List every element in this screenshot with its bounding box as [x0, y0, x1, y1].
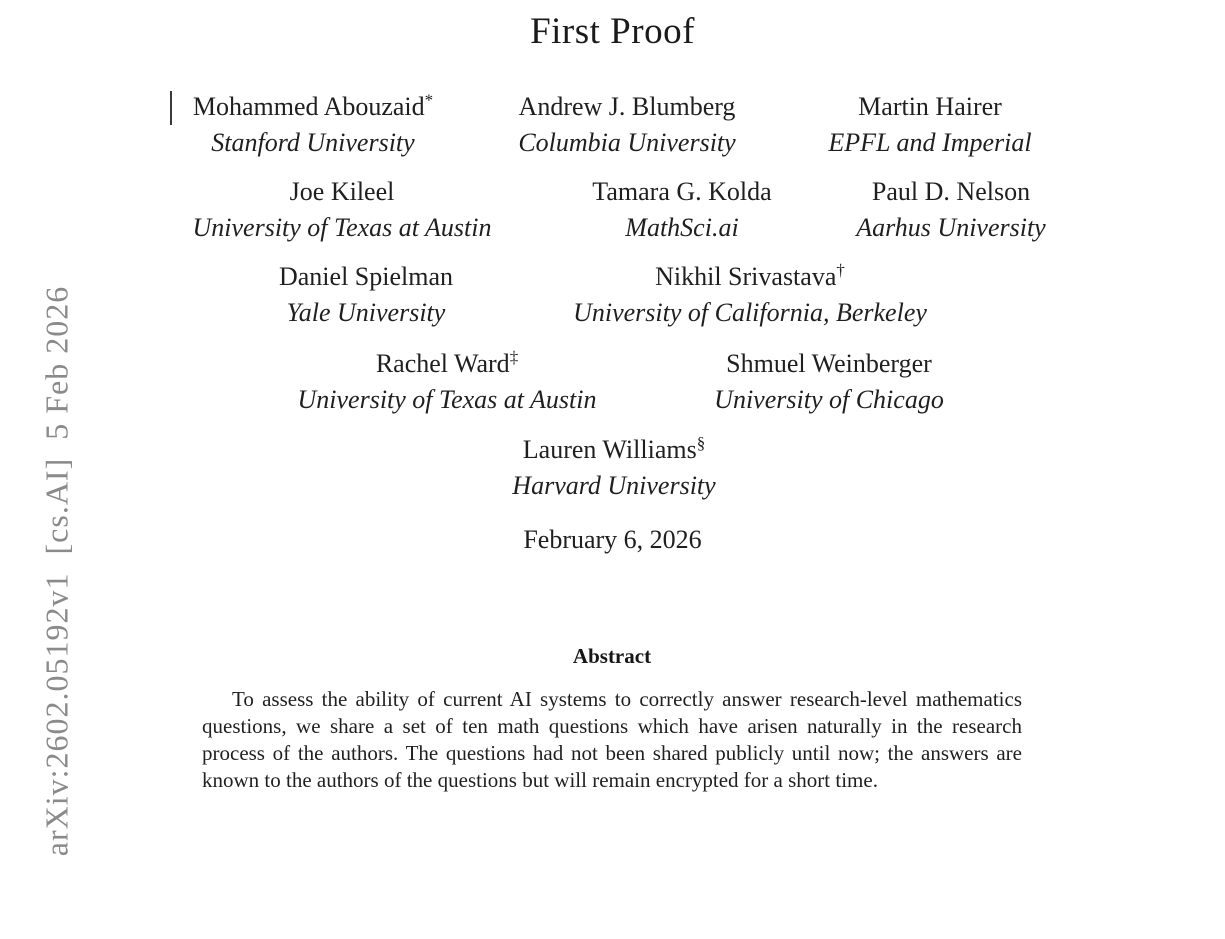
author-affiliation: University of Chicago — [714, 385, 944, 414]
author-name — [193, 89, 433, 125]
author-affiliation: Columbia University — [518, 128, 736, 157]
author-affiliation: University of Texas at Austin — [297, 385, 597, 414]
abstract-text: To assess the ability of current AI systems to correctly answer research-level mathematics questions, we share a set of ten math questions which have arisen naturally in the research process of the authors. The questions had not been shared publicly until now; the answers are known to the authors of the questions but will remain encrypted for a short time. — [202, 687, 1022, 792]
author-block — [592, 174, 771, 246]
author-affiliation: EPFL and Imperial — [828, 128, 1032, 157]
author-block — [573, 259, 927, 331]
author-name — [573, 259, 927, 295]
abstract-section — [202, 643, 1022, 794]
author-block — [279, 259, 453, 331]
author-name-text: Paul D. Nelson — [871, 177, 1031, 206]
author-block — [714, 346, 944, 418]
abstract-heading: Abstract — [572, 644, 652, 668]
author-name-text: Mohammed Abouzaid — [192, 92, 425, 121]
author-footnote-marker: ‡ — [509, 347, 519, 367]
author-affiliation: University of California, Berkeley — [573, 298, 927, 327]
author-name — [828, 89, 1031, 125]
author-block — [518, 89, 735, 161]
author-name — [279, 259, 453, 295]
author-affiliation: MathSci.ai — [625, 213, 739, 242]
author-footnote-marker: * — [424, 90, 434, 110]
author-name — [298, 346, 597, 382]
author-name-text: Andrew J. Blumberg — [518, 92, 736, 121]
author-affiliation: Harvard University — [512, 471, 716, 500]
author-name-text: Rachel Ward — [375, 349, 510, 378]
author-name-text: Martin Hairer — [858, 92, 1002, 121]
author-affiliation: Stanford University — [211, 128, 415, 157]
author-block — [193, 89, 433, 161]
author-name — [592, 174, 771, 210]
author-footnote-marker: § — [696, 433, 706, 453]
author-name-text: Lauren Williams — [522, 435, 697, 464]
author-affiliation: Yale University — [286, 298, 446, 327]
author-block — [856, 174, 1045, 246]
paper-date: February 6, 2026 — [523, 525, 702, 554]
author-block — [193, 174, 492, 246]
author-affiliation: University of Texas at Austin — [192, 213, 492, 242]
author-name — [512, 432, 715, 468]
author-block — [512, 432, 715, 504]
paper-title: First Proof — [530, 11, 695, 52]
author-name-text: Daniel Spielman — [278, 262, 454, 291]
author-name — [193, 174, 492, 210]
author-name — [856, 174, 1045, 210]
author-name-text: Shmuel Weinberger — [726, 349, 932, 378]
author-name-text: Tamara G. Kolda — [592, 177, 772, 206]
author-footnote-marker: † — [836, 260, 845, 280]
author-name-text: Nikhil Srivastava — [655, 262, 837, 291]
arxiv-watermark: arXiv:2602.05192v1 [cs.AI] 5 Feb 2026 — [38, 285, 75, 857]
author-block — [828, 89, 1031, 161]
text-cursor-caret — [170, 91, 172, 125]
author-name — [518, 89, 735, 125]
author-name-text: Joe Kileel — [289, 177, 395, 206]
author-name — [714, 346, 944, 382]
author-affiliation: Aarhus University — [856, 213, 1046, 242]
author-block — [298, 346, 597, 418]
